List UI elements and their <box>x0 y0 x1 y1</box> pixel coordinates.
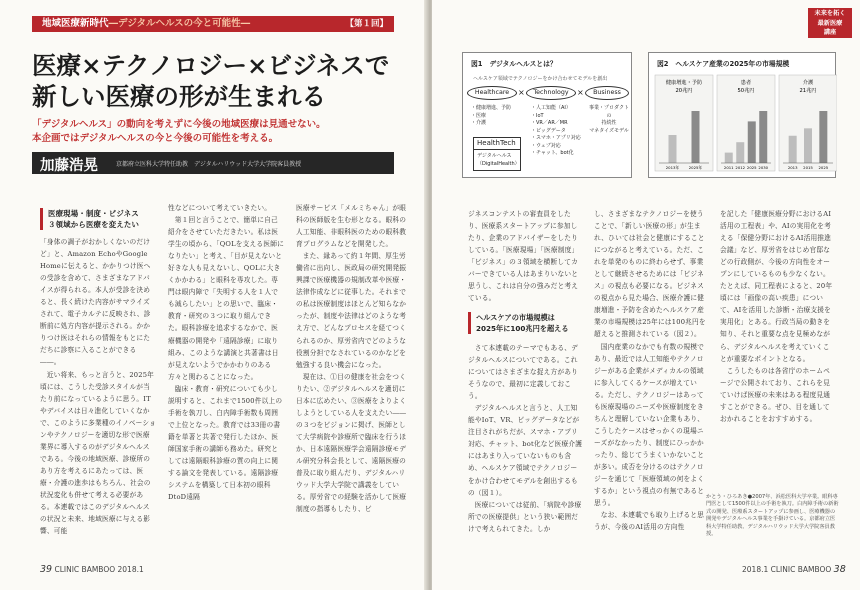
list-item: ・チャット、bot化 <box>531 150 574 156</box>
series-header <box>32 16 394 32</box>
healthtech-box <box>473 137 521 171</box>
panel-label: 患者 <box>740 80 752 86</box>
list-item: ・IoT <box>531 112 544 119</box>
category-label: 2012 <box>735 165 746 170</box>
times-sign: × <box>577 88 584 97</box>
author-bio: かとう・ひろあき●2007年、浜松医科大学卒業。眼科専門医として1500件以上の手術を執刀。白内障手術の新術式の開発、医療系スタートアップに参画し、医療機器の開発やデジタルヘルス事業を手掛けている。京都府立医科大学特任助教、デジタルハリウッド大学大学院客員教授。 <box>706 494 839 538</box>
paragraph: 臨床・教育・研究についても少し説明すると、これまで1500件以上の手術を執刀し、白内障手術数も周囲で上位となった。教育では33冊の書籍を単著と共著で発行したほか、医師国家手術の講師も務めた。研究としては遠隔眼科診療の質の向上に関する論文を発表している。遠隔診療システムを構築して日本初の眼科DtoD遠隔 <box>168 384 283 502</box>
category-label: 2030 <box>758 165 769 170</box>
bar <box>804 128 812 163</box>
bar <box>669 135 677 163</box>
bar <box>759 111 767 163</box>
panel-total: 21兆円 <box>799 88 817 94</box>
list-item: 事業・プロダクトの <box>588 105 629 119</box>
list-item: ・健康増進、予防 <box>471 105 512 111</box>
ellipse-healthcare: Healthcare <box>467 86 517 100</box>
bar <box>789 136 797 163</box>
panel-label: 介護 <box>802 80 814 86</box>
paragraph: 医療サービス「メルミちゃん」が眼科の医師版を生む形となる。眼科の人工知能、非眼科医のための眼科教育プログラムなどを開発した。 <box>296 204 407 249</box>
issue-date: 2018.1 <box>117 565 144 574</box>
paragraph: 性などについて考えていきたい。 <box>168 204 272 212</box>
left-page <box>0 0 428 590</box>
bar <box>748 121 756 163</box>
text-column-b <box>594 208 710 558</box>
paragraph: 近い将来、もっと言うと、2025年頃には、こうした受診スタイルが当たり前になっているように思う。ITやデバイスは日々進化していくなかで、このように多業種のイノベーションやテクノロジーを適切な形で医療業界に導入するのがデジタルヘルスである。今後の地域医療、診療所のあり方を考えるにあたっては、医療・介護の進歩はもちろん、社会の状況変化も併せて考える必要がある。本連載ではこのデジタルヘルスの状況と未来、地域医療に与える影響、可能 <box>40 370 156 536</box>
list-item: 持続性 <box>601 120 617 126</box>
text-column-c <box>720 208 836 484</box>
section-heading-line: ３領域から医療を変えたい <box>48 220 140 229</box>
category-label: 2025 <box>818 165 829 170</box>
ellipse-technology: Technology <box>526 86 576 100</box>
issue-date: 2018.1 <box>742 565 769 574</box>
list-item: ・ウェブ対応 <box>531 142 561 149</box>
series-name: 地域医療新時代 <box>42 18 109 29</box>
issue-tag: 【第１回】 <box>345 19 388 29</box>
title-line-1: 医療×テクノロジー×ビジネスで <box>32 51 390 80</box>
list-item: ・スマホ・アプリ対応 <box>531 135 581 141</box>
healthtech-title: HealthTech <box>474 138 520 150</box>
author-affiliation: 京都府立医科大学特任助教 デジタルハリウッド大学大学院客員教授 <box>116 161 302 168</box>
text-column-a-top <box>468 208 584 308</box>
panel-label: 健康増進・予防 <box>665 80 703 86</box>
section-heading-2 <box>468 312 580 334</box>
paragraph: さて本連載のテーマでもある、デジタルヘルスについてである。これについてはさまざまな捉え方がありそうなので、最初に定義しておこう。 <box>468 344 579 401</box>
business-items <box>587 105 631 135</box>
healthcare-items <box>471 105 511 128</box>
left-folio <box>40 564 144 575</box>
author-name: 加藤浩晃 <box>40 157 98 174</box>
paragraph: また、縁あって約１年間、厚生労働省に出向し、医政局の研究開発振興課で医療機器の規制改革や医療・法律作成などに従事した。それまでの私は医療制度はほとんど知らなかったが、制度や法律はどのような考え方で、どんなプロセスを経てつくられるのか、厚労省内でどのような役割分担でなされているのかなどを勉強する良い機会になった。 <box>296 252 407 369</box>
paragraph: 医療については従前、「病院や診療所での医療提供」という狭い範囲だけで考えられてきた。しか <box>468 500 582 533</box>
technology-items <box>531 105 581 158</box>
category-label: 2015 <box>803 165 813 170</box>
category-label: 2011 <box>723 165 734 170</box>
section-heading-1 <box>40 208 144 230</box>
page-number: 38 <box>833 564 846 575</box>
bar <box>819 111 827 163</box>
list-item: ・ビッグデータ <box>531 127 566 134</box>
paragraph: 現在は、①目の健康を社会をつくりたい、②デジタルヘルスを適切に日本に広めたい、③医療をよりよくしようとしている人を支えたい――の３つをビジョンに掲げ、医師として大学病院や診療所で臨床を行うほか、日本遠隔医療学会遠隔診療モデル研究分科会長として、遠隔医療の普及に取り組んだり、デジタルハリウッド大学大学院で講義をしている。厚労省での経験を活かして医療制度の指導もしたり、ビ <box>296 372 407 514</box>
bar <box>725 153 733 163</box>
series-subtitle: ―デジタルヘルスの今と可能性― <box>108 18 251 29</box>
figure-1-caption: ヘルスケア領域でテクノロジーをかけ合わせてモデルを創出 <box>473 76 608 82</box>
times-sign: × <box>518 88 525 97</box>
list-item: ・VR／AR／MR <box>531 120 568 126</box>
figure-1-title: 図1 デジタルヘルスとは？ <box>471 60 557 68</box>
paragraph: こうしたものは各省庁のホームページで公開されており、これらを見ていけば医療の未来はある程度見通すことができる。ぜひ、目を通しておかれることをおすすめする。 <box>720 366 831 423</box>
category-label: 2025 <box>746 165 757 170</box>
article-title <box>32 50 412 112</box>
paragraph: なお、本連載でも取り上げると思うが、今後のAI活用の方向性 <box>594 511 704 532</box>
panel-total: 50兆円 <box>737 88 755 94</box>
paragraph: デジタルヘルスと言うと、人工知能やIoT、VR、ビッグデータなどが注目されがちだが、スマホ・アプリ対応、チャット、bot化など医療介護にはあまり入っていないものも含め、ヘルスケア領域でテクノロジーをかけ合わせてモデルを創出するもの（図１）。 <box>468 404 583 497</box>
bar <box>692 111 700 163</box>
list-item: マネタイズモデル <box>589 127 629 134</box>
corner-tab <box>808 8 852 38</box>
market-size-chart <box>649 67 837 177</box>
paragraph: ジネスコンテストの審査員をしたり、医療系スタートアップに参加したり、企業のアドバイザーをしたりしている。「医療現場」「医療制度」「ビジネス」の３領域を横断してカバーできている人はあまりいないと思うし、これは自分の強みだと考えている。 <box>468 210 579 303</box>
section-heading-line: ヘルスケアの市場規模は <box>476 313 555 322</box>
title-line-2: 新しい医療の形が生まれる <box>32 82 326 111</box>
text-column-a-bottom <box>468 342 584 554</box>
lead-line-1: 「デジタルヘルス」の動向を考えずに今後の地域医療は見通せない。 <box>32 119 326 130</box>
paragraph: を記した「健康医療分野におけるAI活用の工程表」や、AIの実用化を考える「保健分野におけるAI活用推進会議」など、厚労省をはじめ官邸などの行政側が、今後の方向性をオープンにしているものも少なくない。たとえば、同工程表によると、20年頃には「画像の高い疾患」について、AIを活用した診断・治療支援を実用化」とある。行政当局の動きを知り、それと重要な点を見極めながら、デジタルヘルスを考えていくことが重要なポイントとなる。 <box>720 210 833 363</box>
bar <box>736 142 744 163</box>
ellipse-business: Business <box>585 86 629 100</box>
figure-2-title: 図2 ヘルスケア産業の2025年の市場規模 <box>657 60 790 68</box>
category-label: 2013 <box>787 165 798 170</box>
lead-text <box>32 118 412 146</box>
paragraph: 第１回と言うことで、簡単に自己紹介をさせていただきたい。私は医学生の頃から、「QOLを支える医師になりたい」と考え、「目が見えないと好きな人も見えないし、QOLに大きくかかわる」と眼科を専攻した。専門は眼内障で「失明する人を１人でも減らしたい」との思いで、臨床・教育・研究の３つに取り組んできた。眼科診療を追求するなかで、医療機器の開発や「遠隔診療」に取り組み、このような講演と共著書は日が見えないようでかかわりのある方々と関わることになった。 <box>168 216 284 381</box>
panel-total: 20兆円 <box>675 88 693 94</box>
healthtech-text: デジタルヘルス（DigitalHealth） <box>477 153 520 167</box>
corner-line: 最新医療 <box>817 19 843 27</box>
paragraph: 国内産業のなかでも有数の規模であり、最近では人工知能やテクノロジーがある企業がメディカルの領域に参入してくるケースが増えている。ただし、テクノロジーはあっても医療現場のニーズや医療制度をきちんと理解していない企業もあり、こうしたケースはせっかくの現場ニーズがなかったり、制度にひっかかったり、総じてうまくいかないことが多い。成否を分けるのはテクノロジーを通じて「医療領域の何をよくするか」という視点の有無であると思う。 <box>594 342 705 508</box>
paragraph: し、さまざまなテクノロジーを使うことで、「新しい医療の形」が生まれ、ひいては社会と健康にすることにつながると考えている。ただ、これを単発のものに終わらせず、事業として継続させるためには「ビジネス」の視点も必要になる。ビジネスの視点から見た場合、医療介護に健康増進・予防を含めたヘルスケア産業の市場規模は25年には100兆円を超えると推測されている（図２）。 <box>594 210 706 339</box>
category-label: 2025年 <box>688 165 703 170</box>
magazine-name: CLINIC BAMBOO <box>54 565 116 574</box>
section-heading-line: 2025年に100兆円を超える <box>476 324 569 333</box>
section-heading-line: 医療現場・制度・ビジネス <box>48 209 139 218</box>
magazine-name: CLINIC BAMBOO <box>770 565 832 574</box>
author-bar <box>32 152 394 174</box>
text-column-3 <box>296 202 412 552</box>
category-label: 2013年 <box>665 165 680 170</box>
text-column-2 <box>168 202 284 552</box>
corner-line: 未来を拓く <box>814 10 846 17</box>
list-item: ・介護 <box>471 120 487 126</box>
page-number: 39 <box>40 564 53 575</box>
lead-line-2: 本企画ではデジタルヘルスの今と今後の可能性を考える。 <box>32 133 279 144</box>
text-column-1 <box>40 208 156 552</box>
list-item: ・医療 <box>471 112 487 119</box>
right-folio <box>742 564 846 575</box>
corner-line: 講座 <box>823 29 837 36</box>
paragraph: 「身体の調子がおかしくないのだけど」と、Amazon EchoやGoogle Homeに伝えると、かかりつけ医への受診を含めて、さまざまなアドバイスが得られる。本人が受診を決めると、長く続けた内容がサマライズされて、電子カルテに反映され、診断前に処方内容が提示される。かかりつけ医はそれらの情報をもとにただちに診察に入ることができる――。 <box>40 238 151 367</box>
figure-2 <box>648 52 836 178</box>
list-item: ・人工知能（AI） <box>531 105 571 111</box>
figure-1 <box>462 52 632 178</box>
